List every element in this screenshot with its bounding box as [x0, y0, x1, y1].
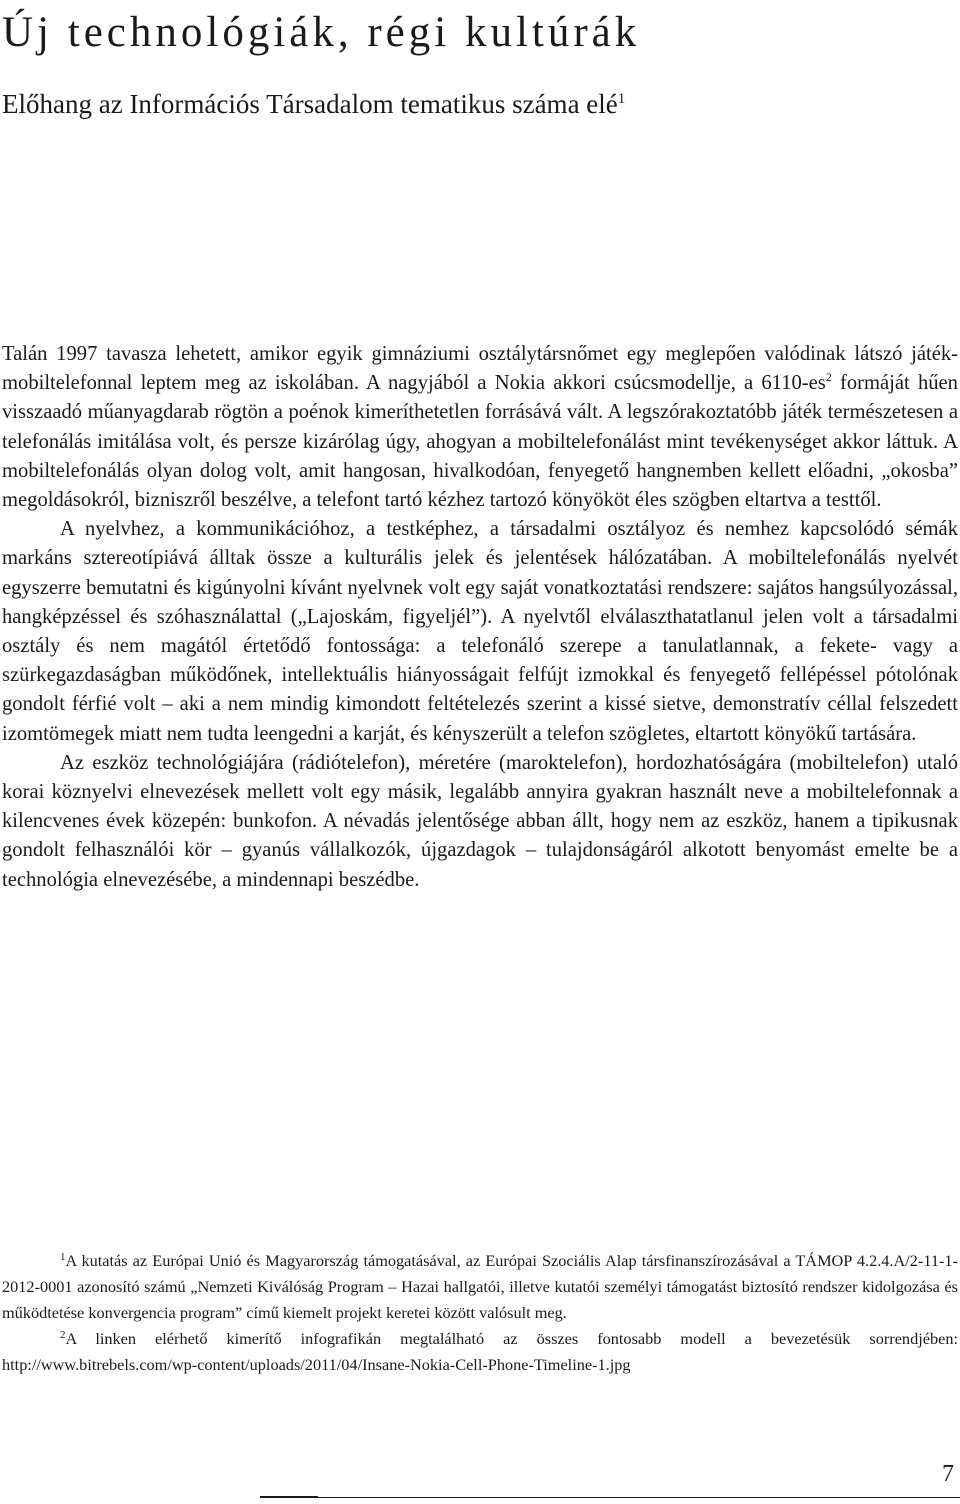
footnote-1-number: 1: [60, 1251, 66, 1263]
footnote-2-text: A linken elérhető kimerítő infografikán megtalálható az összes fontosabb modell a bevezetésük sorrendjében: http://www.bitrebels.com/wp-content/uploads/2011/04/Insane-Nokia-Cell-Phone-Timeline-1.jpg: [2, 1329, 958, 1374]
article-subtitle: [2, 86, 625, 122]
article-body: [2, 340, 958, 895]
footnote-2-number: 2: [60, 1329, 66, 1341]
footer-rule: [318, 1497, 960, 1498]
subtitle-text: Előhang az Információs Társadalom tematikus száma elé: [2, 89, 618, 119]
footnote-ref-2[interactable]: 2: [825, 370, 832, 385]
paragraph-1-text-b: formáját hűen visszaadó műanyagdarab rögtön a poénok kimeríthetetlen forrásává vált. A legszórakoztatóbb játék természetesen a telefonálás imitálása volt, és persze kizárólag úgy, ahogyan a mobiltelefonálást mint tevékenységet akkor láttuk. A mobiltelefonálás olyan dolog volt, amit hangosan, hivalkodóan, fenyegető hangnemben kellett előadni, „okosba” megoldásokról, bizniszről beszélve, a telefont tartó kézhez tartozó könyököt éles szögben eltartva a testtől.: [2, 372, 958, 512]
footer-rule-thick: [260, 1496, 318, 1498]
body-paragraph-1: [2, 340, 958, 515]
page-number: 7: [942, 1461, 954, 1487]
body-paragraph-3: Az eszköz technológiájára (rádiótelefon), méretére (maroktelefon), hordozhatóságára (mobiltelefon) utaló korai köznyelvi elnevezések mellett volt egy másik, legalább annyira gyakran használt neve a mobiltelefonnak a kilencvenes évek közepén: bunkofon. A névadás jelentősége abban állt, hogy nem az eszköz, hanem a tipikusnak gondolt felhasználói kör – gyanús vállalkozók, újgazdagok – tulajdonságáról alkotott benyomást emelte be a technológia elnevezésébe, a mindennapi beszédbe.: [2, 751, 958, 891]
footnote-2: [2, 1326, 958, 1378]
subtitle-footnote-ref[interactable]: 1: [617, 91, 626, 107]
footnote-1-text: A kutatás az Európai Unió és Magyarország támogatásával, az Európai Szociális Alap társfinanszírozásával a TÁMOP 4.2.4.A/2-11-1-2012-0001 azonosító számú „Nemzeti Kiválóság Program – Hazai hallgatói, illetve kutatói személyi támogatást biztosító rendszer kidolgozása és működtetése konvergencia program” című kiemelt projekt keretei között valósult meg.: [2, 1251, 958, 1322]
footnote-1: [2, 1248, 958, 1326]
body-paragraph-2: A nyelvhez, a kommunikációhoz, a testképhez, a társadalmi osztályoz és nemhez kapcsolódó sémák markáns sztereotípiává álltak össze a kulturális jelek és jelentések hálózatában. A mobiltelefonálás nyelvét egyszerre bemutatni és kigúnyolni kívánt nyelvnek volt egy saját vonatkoztatási rendszere: sajátos hangsúlyozással, hangképzéssel és szóhasználattal („Lajoskám, figyeljél”). A nyelvtől elválaszthatatlanul jelen volt a társadalmi osztály és nem magától értetődő fontossága: a telefonáló szerepe a tanulatlannak, a fekete- vagy a szürkegazdaságban működőnek, intellektuális hiányosságait felfújt izmokkal és fenyegető fellépéssel pótolónak gondolt férfié volt – aki a nem mindig kimondott feltételezés szerint a kissé sietve, demonstratív céllal felszedett izomtömegek miatt nem tudta leengedni a karját, és kényszerült a telefon szögletes, eltartott könyökű tartására.: [2, 518, 958, 745]
article-title: Új technológiák, régi kultúrák: [2, 9, 641, 56]
footnotes: [2, 1248, 958, 1378]
paragraph-1-text-a: Talán 1997 tavasza lehetett, amikor egyik gimnáziumi osztálytársnőmet egy meglepően valódinak látszó játék-mobiltelefonnal leptem meg az iskolában. A nagyjából a Nokia akkori csúcsmodellje, a 6110-es: [2, 343, 958, 395]
